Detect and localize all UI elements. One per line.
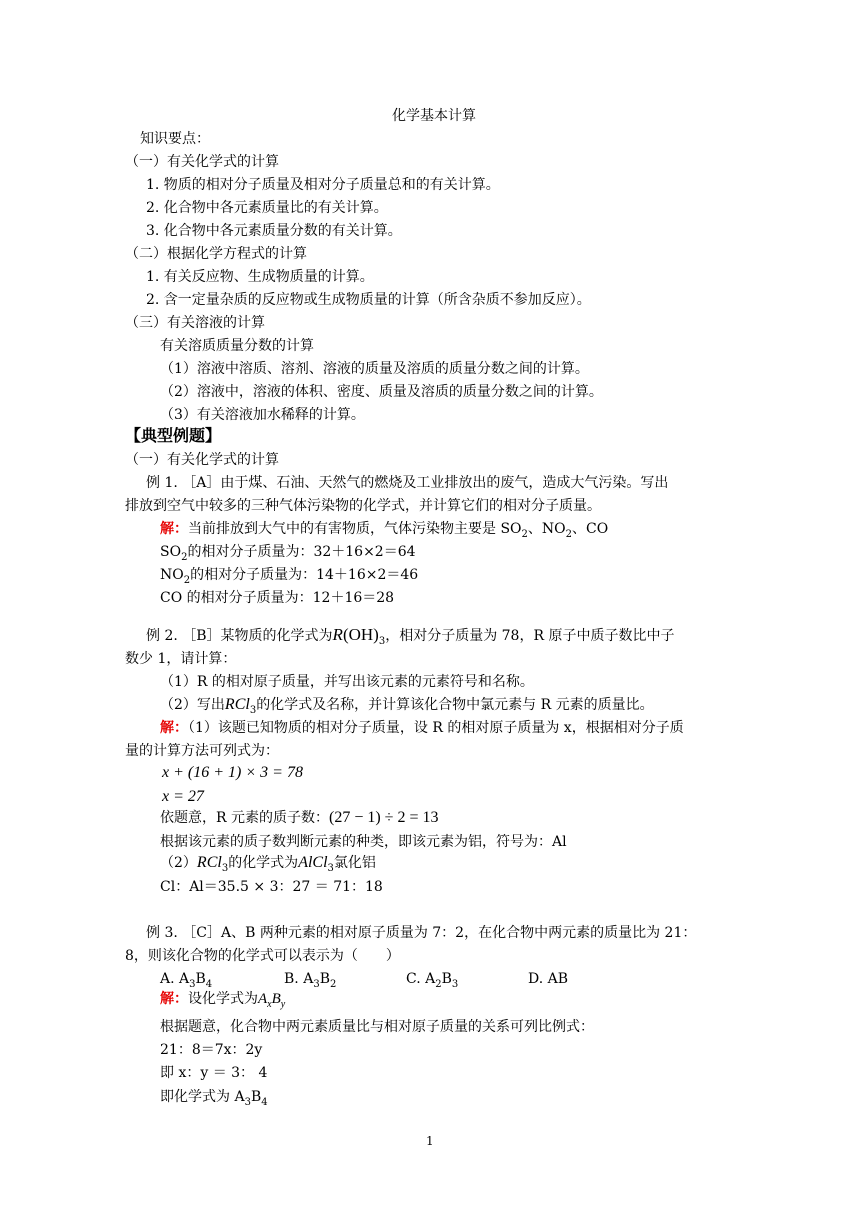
item-3-3: （3）有关溶液加水稀释的计算。 [160,407,365,423]
option-d: D. AB [528,971,569,987]
page-number: 1 [426,1134,434,1148]
examples-section-1-heading: （一）有关化学式的计算 [125,452,279,468]
item-3-1: （1）溶液中溶质、溶剂、溶液的质量及溶质的质量分数之间的计算。 [160,361,589,377]
example-3-question-line-2: 8，则该化合物的化学式可以表示为（ ） [125,948,400,964]
example-3-answer-line-2: 根据题意，化合物中两元素质量比与相对原子质量的关系可列比例式： [160,1019,594,1035]
example-1-question-line-2: 排放到空气中较多的三种气体污染物的化学式，并计算它们的相对分子质量。 [125,498,601,514]
example-2-part-1: （1）R 的相对原子质量，并写出该元素的元素符号和名称。 [160,674,534,690]
example-2-part-2: （2）写出RCl$_3$的化学式及名称，并计算该化合物中氯元素与 R 元素的质量比。 [160,696,654,716]
item-3-0: 有关溶质质量分数的计算 [160,338,314,354]
knowledge-points-heading: 知识要点： [140,131,210,147]
co-molar-mass: CO 的相对分子质量为：12＋16＝28 [160,590,395,606]
proportion-line: 21：8＝7x：2y [160,1042,263,1058]
item-1-2: 2. 化合物中各元素质量比的有关计算。 [146,200,388,216]
equation-2: x = 27 [162,788,204,805]
mass-ratio-line: Cl：Al＝35.5 × 3：27 ＝ 71：18 [160,879,383,895]
option-a: A. $A_3B_4$ [160,971,213,990]
item-1-1: 1. 物质的相对分子质量及相对分子质量总和的有关计算。 [146,177,500,193]
example-1-question-line-1: 例 1. ［A］由于煤、石油、天然气的燃烧及工业排放出的废气，造成大气污染。写出 [146,475,669,491]
example-2-answer-line-1: 解：（1）该题已知物质的相对分子质量，设 R 的相对原子质量为 x，根据相对分子质 [160,720,684,736]
equation-1: x + (16 + 1) × 3 = 78 [162,764,303,781]
example-2-question-line-1: 例 2. ［B］某物质的化学式为$R(OH)_3$，相对分子质量为 78，R 原子中质子数比中子 [146,625,675,647]
part-2-answer-line: （2）RCl$_3$的化学式为AlCl$_3$氯化铝 [160,854,376,874]
item-1-3: 3. 化合物中各元素质量分数的有关计算。 [146,223,402,239]
option-b: B. $A_3B_2$ [284,971,337,990]
formula-result-line: 即化学式为 $A_3B_4$ [160,1089,268,1108]
section-3-heading: （三）有关溶液的计算 [125,315,265,331]
typical-examples-heading: 【典型例题】 [125,426,222,445]
so2-molar-mass: $SO_2$的相对分子质量为：32＋16×2＝64 [160,544,416,563]
item-3-2: （2）溶液中，溶液的体积、密度、质量及溶质的质量分数之间的计算。 [160,384,603,400]
element-identification-line: 根据该元素的质子数判断元素的种类，即该元素为铝，符号为：Al [160,834,567,850]
solution-label: 解： [160,521,188,537]
ratio-result-line: 即 x：y ＝ 3： 4 [160,1065,268,1081]
section-2-heading: （二）根据化学方程式的计算 [125,246,307,262]
proton-count-line: 依题意，R 元素的质子数：(27 − 1) ÷ 2 = 13 [160,809,439,826]
example-3-answer-line-1: 解：设化学式为$A_xB_y$ [160,991,286,1010]
option-c: C. $A_2B_3$ [406,971,459,990]
section-1-heading: （一）有关化学式的计算 [125,154,279,170]
example-1-answer-line: 解：当前排放到大气中的有害物质，气体污染物主要是 $SO_2$、$NO_2$、CO [160,521,609,540]
item-2-2: 2. 含一定量杂质的反应物或生成物质量的计算（所含杂质不参加反应）。 [146,292,591,308]
example-3-question-line-1: 例 3. ［C］A、B 两种元素的相对原子质量为 7：2，在化合物中两元素的质量比为 21： [146,925,697,941]
no2-molar-mass: $NO_2$的相对分子质量为：14＋16×2＝46 [160,567,419,586]
item-2-1: 1. 有关反应物、生成物质量的计算。 [146,269,374,285]
example-2-question-line-2: 数少 1，请计算： [125,651,237,667]
page-title: 化学基本计算 [392,108,476,124]
example-2-answer-line-2: 量的计算方法可列式为： [125,743,279,759]
